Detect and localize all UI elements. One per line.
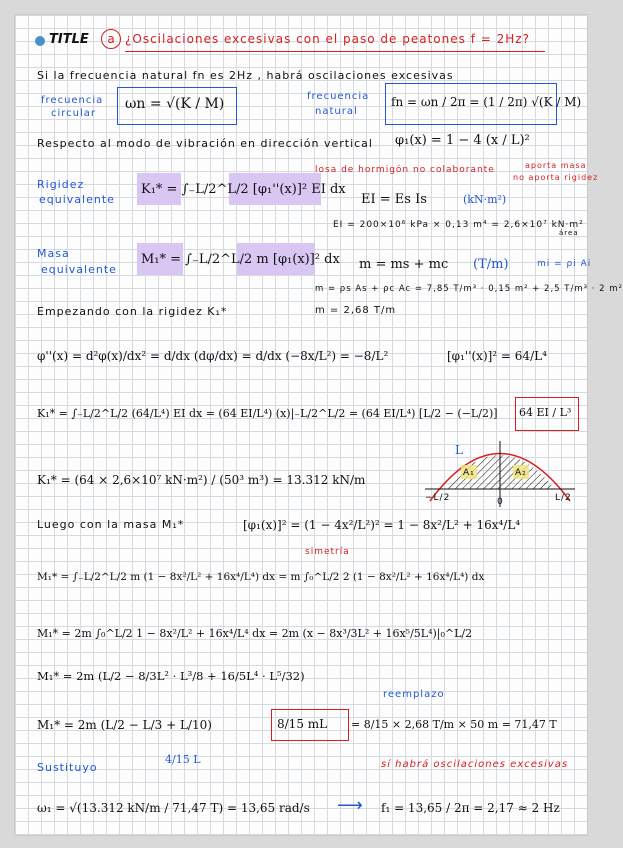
slab-note: losa de hormigón no colaborante <box>315 165 495 175</box>
m-expanded: m = ρs As + ρc Ac = 7,85 T/m³ · 0,15 m² + 2,5 T/m³ · 2 m² <box>315 284 623 294</box>
m-step-4: M₁* = 2m (L/2 − L/3 + L/10) <box>37 718 212 732</box>
k-numeric: K₁* = (64 × 2,6×10⁷ kN·m²) / (50³ m³) = 13.312 kN/m <box>37 473 366 487</box>
circular-formula: ωn = √(K / M) <box>125 96 225 112</box>
natural-formula: fn = ωn / 2π = (1 / 2π) √(K / M) <box>391 95 582 109</box>
ei-units: (kN·m²) <box>463 193 507 206</box>
natural-label-2: natural <box>315 106 358 117</box>
stiffness-label-2: equivalente <box>39 193 115 206</box>
phi-squared: [φ₁(x)]² = (1 − 4x²/L²)² = 1 − 8x²/L² + 16x⁴/L⁴ <box>243 518 521 532</box>
mi-formula: mi = ρi Ai <box>537 259 592 269</box>
ei-formula: EI = Es Is <box>361 192 427 207</box>
title-bullet-icon <box>35 36 45 46</box>
l-brace-label: L <box>455 443 463 457</box>
circular-label-1: frecuencia <box>41 95 104 106</box>
k-result: 64 EI / L³ <box>519 406 572 419</box>
mass-label-2: equivalente <box>41 263 117 276</box>
page-title: ¿Oscilaciones excesivas con el paso de peatones f = 2Hz? <box>125 32 530 46</box>
ei-value: EI = 200×10⁶ kPa × 0,13 m⁴ = 2,6×10⁷ kN·m² <box>333 220 584 230</box>
substitute-label: Sustituyo <box>37 761 98 774</box>
natural-label-1: frecuencia <box>307 91 370 102</box>
m-step-2: M₁* = 2m ∫₀^L/2 1 − 8x²/L² + 16x⁴/L⁴ dx = 2m (x − 8x³/3L² + 16x⁵/5L⁴)|₀^L/2 <box>37 627 473 640</box>
m-units: (T/m) <box>473 257 509 272</box>
circular-label-2: circular <box>51 108 97 119</box>
m-value: m = 2,68 T/m <box>315 305 397 316</box>
sketch-neg-label: −L/2 <box>425 493 451 503</box>
phi-second-derivative-squared: [φ₁''(x)]² = 64/L⁴ <box>447 349 547 363</box>
m-numeric: = 8/15 × 2,68 T/m × 50 m = 71,47 T <box>351 718 557 731</box>
stiffness-label-1: Rigidez <box>37 178 85 191</box>
sketch-area-1: A₁ <box>463 468 475 478</box>
title-badge: a <box>101 29 121 49</box>
conclusion: sí habrá oscilaciones excesivas <box>381 759 569 770</box>
mass-label-1: Masa <box>37 247 70 260</box>
title-label: TITLE <box>49 32 89 47</box>
mode-line: Respecto al modo de vibración en dirección vertical <box>37 137 373 150</box>
stiffness-note: no aporta rigidez <box>513 173 599 182</box>
k-integral: K₁* = ∫₋L/2^L/2 (64/L⁴) EI dx = (64 EI/L⁴) (x)|₋L/2^L/2 = (64 EI/L⁴) [L/2 − (−L/2)] <box>37 407 498 420</box>
title-underline <box>125 51 545 52</box>
notebook-page <box>14 14 623 836</box>
m-result: 8/15 mL <box>277 717 328 731</box>
intro-line: Si la frecuencia natural fn es 2Hz , habrá oscilaciones excesivas <box>37 69 454 82</box>
m-step-3: M₁* = 2m (L/2 − 8/3L² · L³/8 + 16/5L⁴ · L⁵/32) <box>37 669 305 683</box>
stiffness-formula: K₁* = ∫₋L/2^L/2 [φ₁''(x)]² EI dx <box>141 182 346 197</box>
symmetry-note: simetría <box>305 547 350 557</box>
mass-formula: M₁* = ∫₋L/2^L/2 m [φ₁(x)]² dx <box>141 252 340 267</box>
replace-note: reemplazo <box>383 689 445 700</box>
omega-result: ω₁ = √(13.312 kN/m / 71,47 T) = 13,65 rad/s <box>37 801 310 815</box>
mode-function: φ₁(x) = 1 − 4 (x / L)² <box>395 133 530 148</box>
freq-result: f₁ = 13,65 / 2π = 2,17 ≈ 2 Hz <box>381 801 560 815</box>
m-step-1: M₁* = ∫₋L/2^L/2 m (1 − 8x²/L² + 16x⁴/L⁴) dx = m ∫₀^L/2 2 (1 − 8x²/L² + 16x⁴/L⁴) dx <box>37 571 485 583</box>
sketch-zero-label: 0 <box>497 497 504 507</box>
m-formula: m = ms + mc <box>359 257 449 272</box>
mass-note: aporta masa <box>525 161 587 170</box>
sketch-pos-label: L/2 <box>555 493 572 503</box>
sketch-area-2: A₂ <box>515 468 527 478</box>
mass-line: Luego con la masa M₁* <box>37 518 185 531</box>
phi-second-derivative: φ''(x) = d²φ(x)/dx² = d/dx (dφ/dx) = d/dx (−8x/L²) = −8/L² <box>37 349 389 363</box>
area-label: área <box>559 229 579 237</box>
arrow-icon: ⟶ <box>337 795 363 816</box>
m-brace-label: 4/15 L <box>165 753 201 766</box>
start-line: Empezando con la rigidez K₁* <box>37 305 228 318</box>
